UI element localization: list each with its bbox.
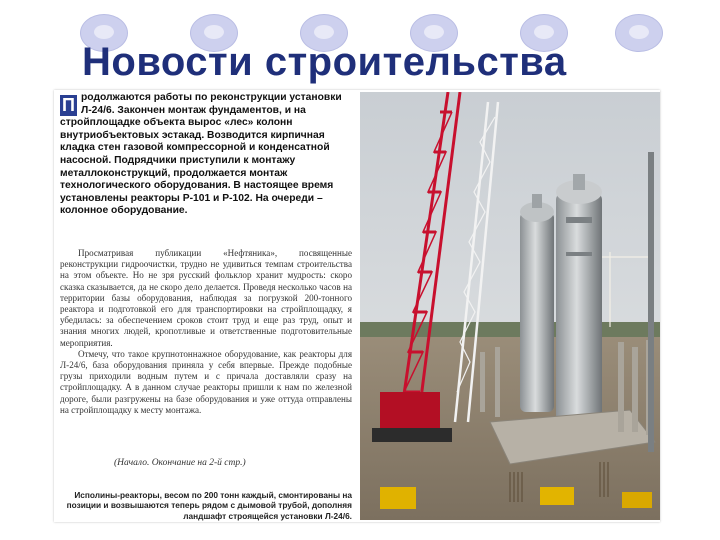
slide-title: Новости строительства <box>82 40 567 84</box>
article-paragraph: Отмечу, что такое крупнотоннажное оборудование, как реакторы для Л-24/6, база оборудования приняла у себя впервые. Прежде подобные грузы приходили водным путем и с причала доставляли сразу на стройплощадку. А в данном случае реакторы пришли к нам по железной дороге, были разгружены на базе оборудования и уже оттуда отправлены на стройплощадку к месту монтажа. <box>60 348 352 415</box>
continued-note: (Начало. Окончание на 2-й стр.) <box>114 458 246 468</box>
construction-site-photo <box>360 92 660 520</box>
lead-paragraph: родолжаются работы по реконструкции установки Л-24/6. Закончен монтаж фундаментов, и на стройплощадке объекта выроc «лес» колонн внутриобъектовых эстакад. Возводится кирпичная кладка стен газовой компрессорной и конденсатной насосной. Подрядчики приступили к монтажу металлоконструкций, продолжается монтаж технологического оборудования. В настоящее время установлены реакторы Р-101 и Р-102. На очереди – колонное оборудование. <box>60 92 342 217</box>
newspaper-clipping <box>54 90 660 522</box>
drop-cap: П <box>60 95 77 116</box>
article-paragraph: Просматривая публикации «Нефтяника», посвященные реконструкции гидроочистки, трудно не удивиться темпам строительства на этом объекте. Но не зря русский фольклор хранит мудрость: скоро сказка сказывается, да не скоро дело делается. Проведя несколько часов на территории базы оборудования, наблюдая за погрузкой 200-тонного реактора и подготовкой его для транспортировки на стройплощадку, я убедилась: за обеспечением сроков стоит труд и еще раз труд, опыт и знания многих людей, кропотливые и ответственные подготовительные мероприятия. <box>60 248 352 348</box>
article-body <box>60 248 352 416</box>
photo-caption: Исполины-реакторы, весом по 200 тонн каждый, смонтированы на позиции и возвышаются теперь рядом с дымовой трубой, дополняя ландшафт строящейся установки Л-24/6. <box>66 490 352 521</box>
binder-ring <box>615 14 663 52</box>
lead-block <box>60 92 350 218</box>
